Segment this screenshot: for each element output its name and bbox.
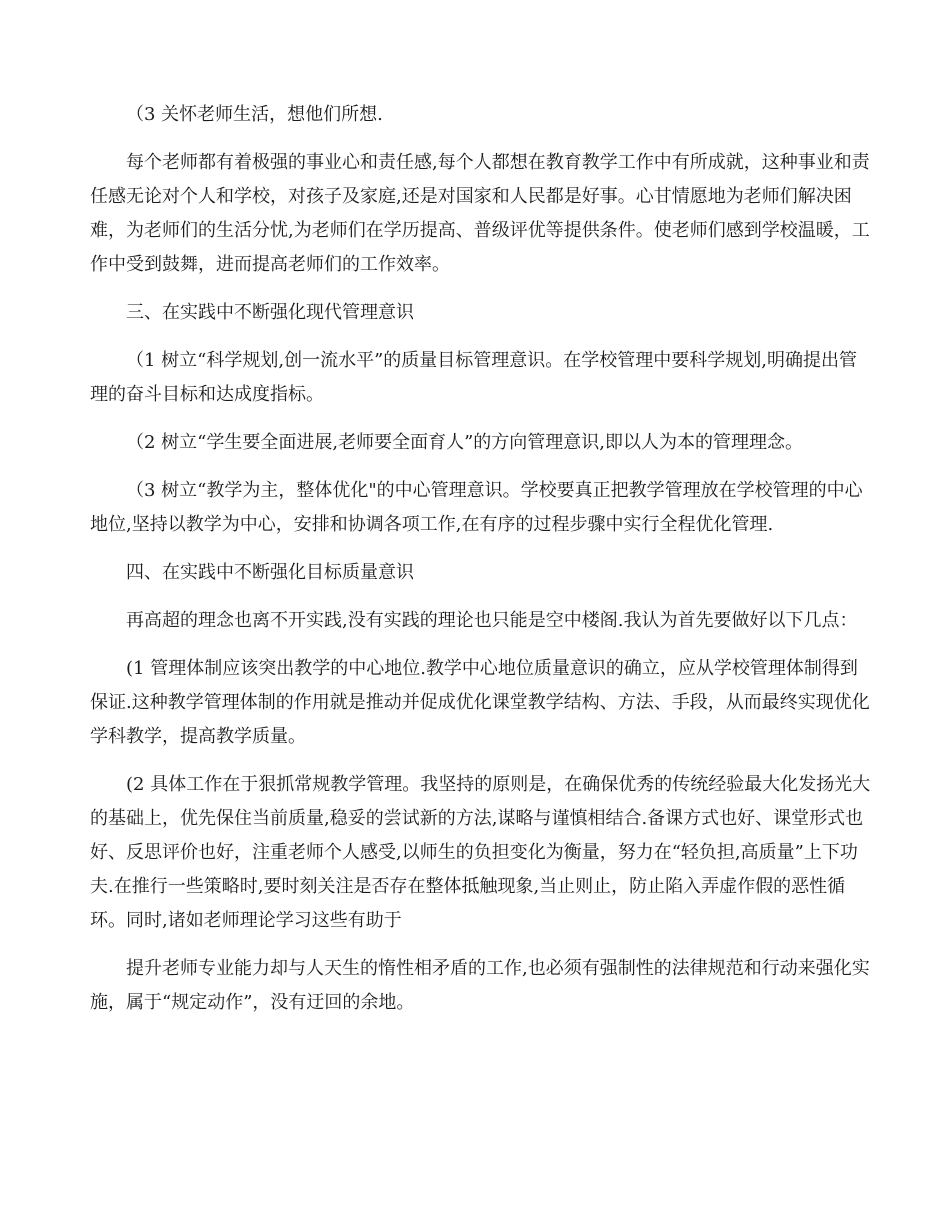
section-heading-three: 三、在实践中不断强化现代管理意识 bbox=[126, 302, 414, 323]
paragraph-item-1-planning: （1 树立“科学规划,创一流水平”的质量目标管理意识。在学校管理中要科学规划,明确提出管理的奋斗目标和达成度指标。 bbox=[90, 350, 858, 405]
paragraph-management-system: (1 管理体制应该突出教学的中心地位.教学中心地位质量意识的确立，应从学校管理体制得到保证.这种教学管理体制的作用就是推动并促成优化课堂教学结构、方法、手段，从而最终实现优化学科教学，提高教学质量。 bbox=[90, 658, 870, 747]
paragraph-practice-intro: 再高超的理念也离不开实践,没有实践的理论也只能是空中楼阁.我认为首先要做好以下几点： bbox=[126, 610, 858, 631]
document-body bbox=[90, 98, 872, 1020]
paragraph-item-2-direction: （2 树立“学生要全面进展,老师要全面育人”的方向管理意识,即以人为本的管理理念。 bbox=[126, 432, 804, 453]
paragraph-routine-management: (2 具体工作在于狠抓常规教学管理。我坚持的原则是，在确保优秀的传统经验最大化发扬光大的基础上，优先保住当前质量,稳妥的尝试新的方法,谋略与谨慎相结合.备课方式也好、课堂形式也好、反思评价也好，注重老师个人感受,以师生的负担变化为衡量，努力在“轻负担,高质量”上下功夫.在推行一些策略时,要时刻关注是否存在整体抵触现象,当止则止，防止陷入弄虚作假的恶性循环。同时,诸如老师理论学习这些有助于 bbox=[90, 774, 871, 931]
paragraph-professional-ability: 提升老师专业能力却与人天生的惰性相矛盾的工作,也必须有强制性的法律规范和行动来强化实施，属于“规定动作”，没有迂回的余地。 bbox=[90, 958, 870, 1013]
paragraph-teacher-responsibility: 每个老师都有着极强的事业心和责任感,每个人都想在教育教学工作中有所成就，这种事业和责任感无论对个人和学校，对孩子及家庭,还是对国家和人民都是好事。心甘情愿地为老师们解决困难，为老师们的生活分忧,为老师们在学历提高、普级评优等提供条件。使老师们感到学校温暖，工作中受到鼓舞，进而提高老师们的工作效率。 bbox=[90, 152, 870, 275]
paragraph-care-teachers-heading: （3 关怀老师生活，想他们所想. bbox=[126, 104, 383, 125]
paragraph-item-3-teaching-center: （3 树立“教学为主，整体优化"的中心管理意识。学校要真正把教学管理放在学校管理的中心地位,坚持以教学为中心，安排和协调各项工作,在有序的过程步骤中实行全程优化管理. bbox=[90, 480, 863, 535]
section-heading-four: 四、在实践中不断强化目标质量意识 bbox=[126, 562, 414, 583]
